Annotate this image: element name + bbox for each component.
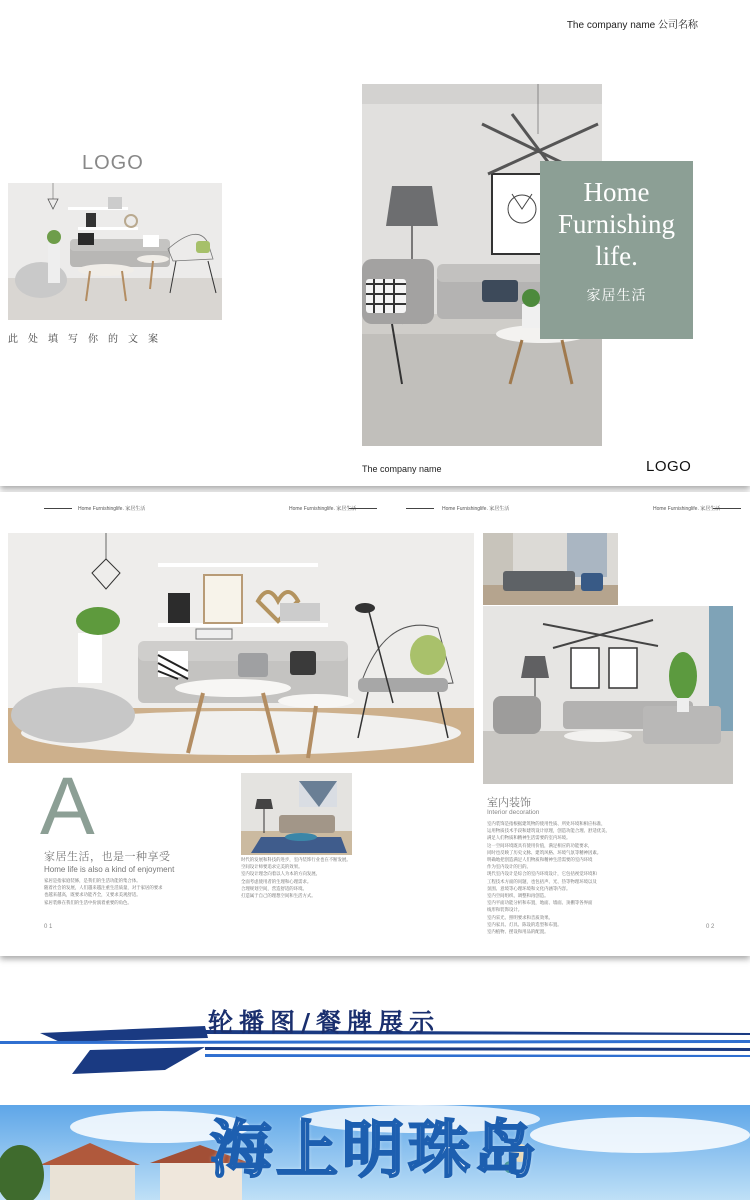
headline-line-2: Furnishing [557, 209, 676, 239]
living-room-photo-sectional [483, 606, 733, 784]
section-letter: A [40, 761, 95, 852]
headline-line-3: life. [595, 241, 638, 271]
headline-line-1: Home [583, 177, 650, 207]
paragraph-line: 空间设计师要追求完美的效果。 [241, 865, 303, 871]
paragraph-line: 运用物质技术手段和建筑设计原理，创造功能合理、舒适优美、 [487, 829, 610, 835]
paragraph-line: 时代的发展和科技的进步，室内装饰行业也在不断发展。 [241, 858, 351, 863]
paragraph-line: 工程技术方面的问题，也包括声、光、热等物理环境以及 [487, 879, 597, 885]
header-rule [406, 508, 434, 509]
body-paragraph-left [44, 878, 234, 907]
running-header-4: Home Furnishinglife. 家居生活 [653, 506, 721, 512]
paragraph-line: 打造属于自己的理想空间和生活方式。 [241, 894, 316, 900]
section-title-english: Home life is also a kind of enjoyment [44, 865, 175, 874]
paragraph-line: 室内采光、照明要求和音质效果。 [487, 915, 553, 921]
living-room-photo-thumb [483, 533, 618, 605]
paragraph-line: 同时也反映了历史文脉、建筑风格、环境气氛等精神因素。 [487, 850, 602, 856]
section-title-chinese: 家居生活，也是一种享受 [44, 850, 171, 863]
paragraph-line: 线形和装饰设计。 [487, 908, 523, 914]
living-room-photo-small [8, 183, 222, 320]
caption-placeholder-text: 此处填写你的文案 [8, 334, 168, 345]
running-header-2: Home Furnishinglife. 家居生活 [289, 506, 357, 512]
company-name-top: The company name 公司名称 [566, 20, 698, 31]
company-name-bottom: The company name [362, 464, 442, 474]
logo-right: LOGO [646, 458, 692, 475]
paragraph-line: 氛围、意境等心理环境和文化内涵等内容。 [487, 886, 571, 892]
paragraph-line: 室内空间组织、调整和再创造。 [487, 894, 549, 900]
paragraph-line: 室内设计理念向着以人为本的方向发展。 [241, 872, 321, 878]
page-number-right: 0 2 [706, 924, 715, 930]
page-number-left: 0 1 [44, 924, 53, 930]
paragraph-line: 家居装修在我们的生活中扮演着重要的角色。 [44, 900, 132, 906]
brochure-spread-1 [0, 0, 750, 486]
paragraph-line: 随着社会的发展，人们越来越注重生活质量，对于家居的要求 [44, 886, 163, 892]
paragraph-line: 满足人们物质和精神生活需要的室内环境。 [487, 836, 571, 842]
body-paragraph-middle [241, 857, 421, 900]
living-room-photo-wide [8, 533, 474, 763]
headline-panel [540, 161, 693, 339]
paragraph-line: 现代室内设计是综合的室内环境设计，它包括视觉环境和 [487, 872, 597, 878]
logo-left: LOGO [82, 152, 144, 174]
paragraph-line: 合理规划空间，营造舒适的环境。 [241, 886, 307, 892]
banner-title: 轮播图/餐牌展示 [208, 1008, 441, 1037]
paragraph-line: 室内植物、摆设和用品的配置。 [487, 930, 549, 936]
paragraph-line: 也越来越高，既要求功能齐全，又要求美观舒适。 [44, 893, 141, 899]
header-rule [44, 508, 72, 509]
bottom-banner-title: 海上明珠岛 [210, 1113, 541, 1186]
paragraph-line: 家居是指家庭装修，是我们的生活功能的集合体。 [44, 879, 141, 884]
brochure-spread-2 [0, 492, 750, 956]
living-room-photo-blue-rug [241, 773, 352, 855]
paragraph-line: 作为室内设计的目的。 [487, 865, 531, 871]
section-title-english-right: Interior decoration [487, 809, 540, 816]
section-title-chinese-right: 室内装饰 [487, 796, 531, 809]
paragraph-line: 室内平面功能分析和布置，地面、墙面、顶棚等各界面 [487, 901, 593, 907]
paragraph-line: 这一空间环境既具有使用价值，满足相应的功能要求， [487, 843, 593, 849]
headline-chinese: 家居生活 [586, 288, 647, 304]
paragraph-line: 明确地把创造满足人们物质和精神生活需要的室内环境 [487, 858, 593, 864]
running-header-3: Home Furnishinglife. 家居生活 [442, 506, 510, 512]
paragraph-line: 室内装饰是指根据建筑物的使用性质、所处环境和相应标准， [487, 822, 606, 827]
paragraph-line: 全面考虑使用者的生理和心理需求。 [241, 879, 312, 885]
running-header-1: Home Furnishinglife. 家居生活 [78, 506, 146, 512]
body-paragraph-right [487, 821, 717, 936]
paragraph-line: 室内家具、灯具、陈设的选型和布置。 [487, 922, 562, 928]
